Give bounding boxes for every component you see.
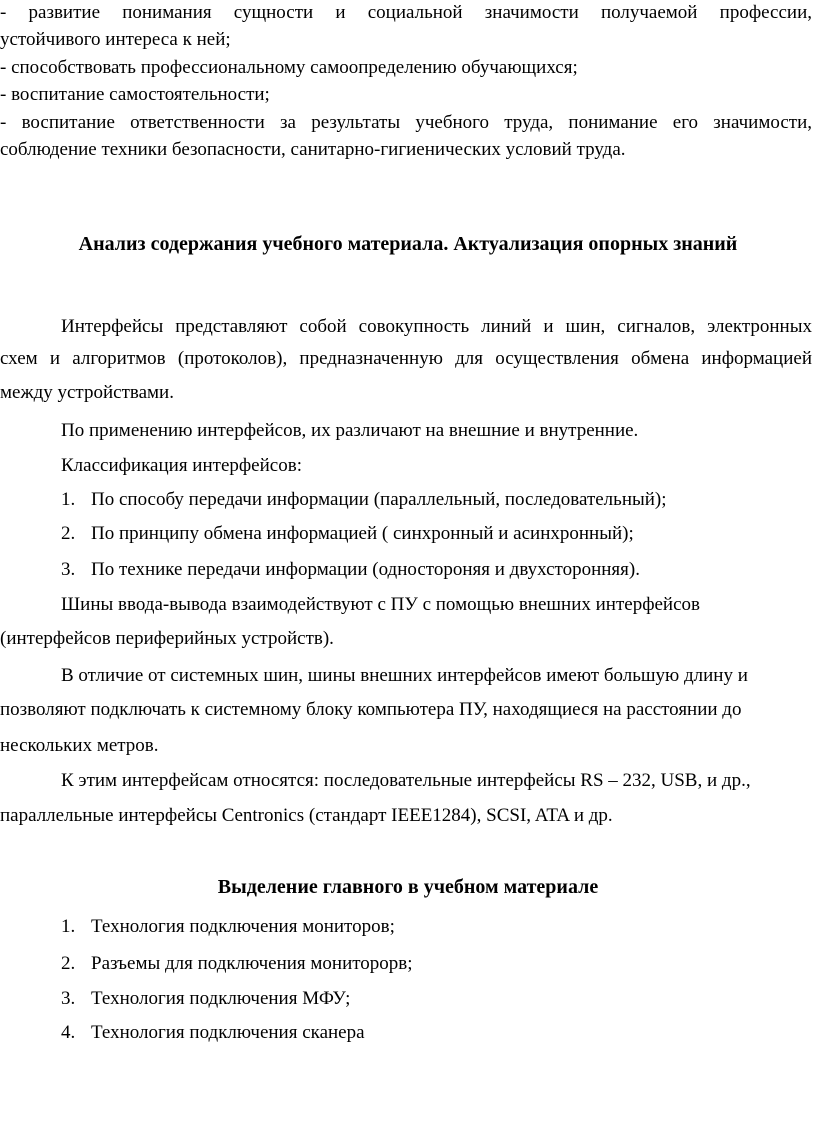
list-item-text: Разъемы для подключения мониторорв; (91, 953, 413, 974)
list-item-number: 2. (61, 523, 76, 544)
paragraph-interface-examples-line-1: К этим интерфейсам относятся: последовательные интерфейсы RS – 232, USB, и др., (61, 770, 751, 791)
goal-item-4-line-2: соблюдение техники безопасности, санитарно-гигиенических условий труда. (0, 139, 626, 160)
goal-item-3: - воспитание самостоятельности; (0, 84, 270, 105)
goal-item-4-line-1: - воспитание ответственности за результаты учебного труда, понимание его значимости, (0, 112, 812, 133)
list-item-number: 1. (61, 916, 76, 937)
paragraph-external-buses-line-1: В отличие от системных шин, шины внешних интерфейсов имеют большую длину и (61, 665, 748, 686)
paragraph-interfaces-definition-line-3: между устройствами. (0, 382, 174, 403)
list-item-text: По принципу обмена информацией ( синхронный и асинхронный); (91, 523, 634, 544)
paragraph-external-buses-line-2: позволяют подключать к системному блоку компьютера ПУ, находящиеся на расстоянии до (0, 699, 742, 720)
paragraph-external-buses-line-3: нескольких метров. (0, 735, 159, 756)
list-item-text: Технология подключения мониторов; (91, 916, 395, 937)
paragraph-interfaces-definition-line-2: схем и алгоритмов (протоколов), предназначенную для осуществления обмена информацией (0, 348, 812, 369)
list-item-text: Технология подключения сканера (91, 1022, 365, 1043)
paragraph-io-buses-line-2: (интерфейсов периферийных устройств). (0, 628, 334, 649)
goal-item-1-line-1: - развитие понимания сущности и социальной значимости получаемой профессии, (0, 2, 812, 23)
list-item-text: По способу передачи информации (параллельный, последовательный); (91, 489, 667, 510)
section-heading-analysis: Анализ содержания учебного материала. Актуализация опорных знаний (78, 233, 738, 255)
list-item-number: 4. (61, 1022, 76, 1043)
list-item-text: Технология подключения МФУ; (91, 988, 351, 1009)
goal-item-1-line-2: устойчивого интереса к ней; (0, 29, 231, 50)
paragraph-interface-application: По применению интерфейсов, их различают на внешние и внутренние. (61, 420, 639, 441)
list-item-number: 3. (61, 988, 76, 1009)
paragraph-interfaces-definition-line-1: Интерфейсы представляют собой совокупность линий и шин, сигналов, электронных (61, 316, 812, 337)
list-item-number: 2. (61, 953, 76, 974)
list-item-number: 1. (61, 489, 76, 510)
paragraph-interface-examples-line-2: параллельные интерфейсы Centronics (стандарт IEEE1284), SCSI, ATA и др. (0, 805, 613, 826)
list-item-text: По технике передачи информации (одностороняя и двухсторонняя). (91, 559, 640, 580)
paragraph-classification-title: Классификация интерфейсов: (61, 455, 302, 476)
goal-item-2: - способствовать профессиональному самоопределению обучающихся; (0, 57, 578, 78)
paragraph-io-buses-line-1: Шины ввода-вывода взаимодействуют с ПУ с помощью внешних интерфейсов (61, 594, 701, 615)
section-heading-main-points: Выделение главного в учебном материале (217, 876, 599, 898)
list-item-number: 3. (61, 559, 76, 580)
